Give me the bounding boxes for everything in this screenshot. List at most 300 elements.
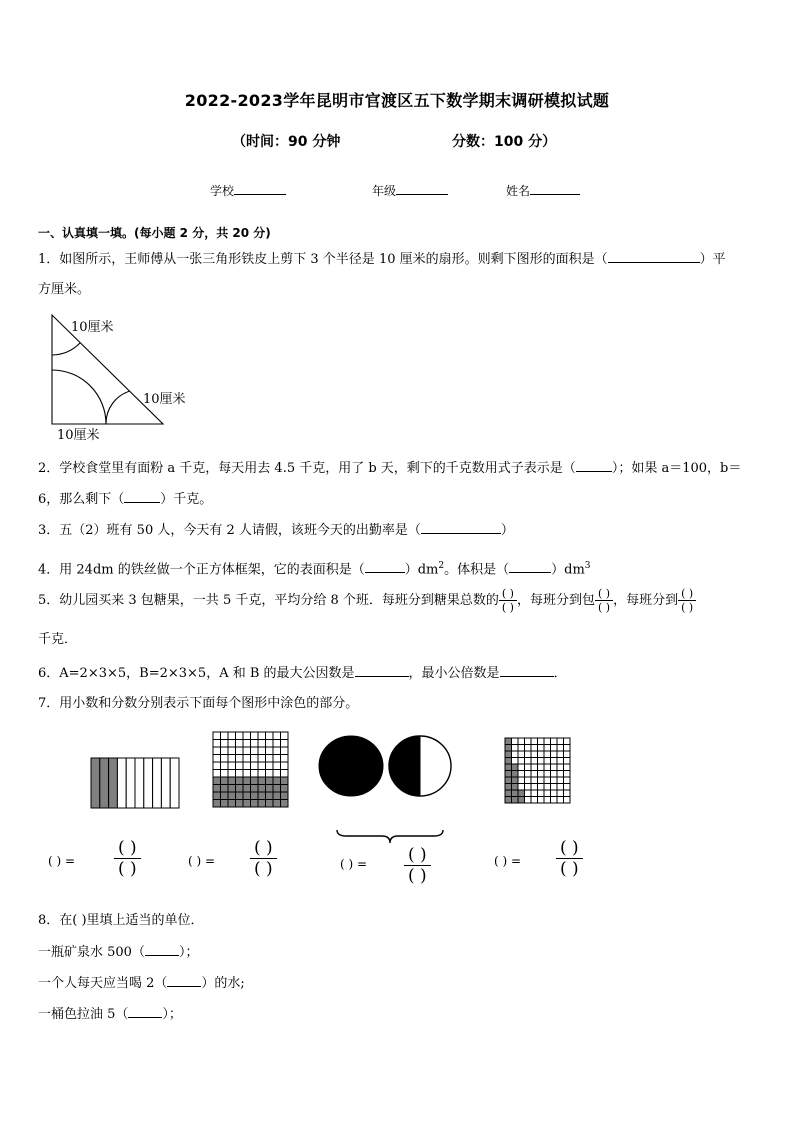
grid-cell (564, 764, 571, 771)
grid-cell (243, 732, 251, 740)
grid-cell (512, 751, 519, 758)
full-circle (319, 736, 383, 796)
grid-cell (551, 745, 558, 752)
exam-score: 分数：100 分） (452, 134, 557, 150)
grid-cell (531, 745, 538, 752)
grid-cell (544, 758, 551, 765)
grid-cell (266, 755, 274, 763)
grid-cell (551, 738, 558, 745)
q7-answer-4[interactable] (494, 854, 521, 868)
grid-cell (512, 745, 519, 752)
grid-cell (281, 800, 289, 808)
grid-cell (551, 784, 558, 791)
grid-cell (281, 777, 289, 785)
grid-cell (544, 751, 551, 758)
grid-cell (273, 740, 281, 748)
grid-cell (518, 745, 525, 752)
grid-cell (544, 784, 551, 791)
grid-cell (505, 771, 512, 778)
grid-cell (221, 732, 229, 740)
grid-cell (243, 740, 251, 748)
question-3 (38, 521, 514, 539)
grid-cell (281, 770, 289, 778)
grid-cell (236, 785, 244, 793)
q4-d: ）dm (551, 562, 585, 578)
q5-b: ，每班分到包 (516, 593, 595, 608)
q4-sup: 2 (438, 561, 445, 571)
strip-cell (117, 758, 126, 808)
grid-cell (273, 777, 281, 785)
grid-cell (557, 797, 564, 804)
grid-cell (251, 747, 259, 755)
grid-cell (525, 738, 532, 745)
q2-line2-end: ）千克。 (160, 492, 213, 507)
grade-blank[interactable] (396, 182, 448, 195)
grid-cell (512, 790, 519, 797)
grid-cell (236, 747, 244, 755)
grid-cell (512, 738, 519, 745)
grid-cell (505, 777, 512, 784)
grid-cell (221, 762, 229, 770)
grid-cell (512, 758, 519, 765)
sector-arc-left (52, 370, 106, 424)
name-field[interactable] (506, 182, 580, 199)
grid-cell (258, 762, 266, 770)
grid-cell (505, 784, 512, 791)
strip-cell (170, 758, 179, 808)
grid-cell (273, 732, 281, 740)
grid-cell (213, 792, 221, 800)
grid-cell (531, 797, 538, 804)
grid-cell (525, 771, 532, 778)
grid-cell (281, 792, 289, 800)
grid-cell (544, 777, 551, 784)
school-field[interactable] (210, 182, 286, 199)
exam-time: （时间：90 分钟 (232, 134, 341, 150)
grid-cell (512, 797, 519, 804)
grid-cell (505, 738, 512, 745)
frac-num: ( ) (556, 838, 583, 859)
grid-cell (266, 762, 274, 770)
q1-text-end: ）平 (699, 252, 726, 267)
grid-cell (518, 777, 525, 784)
grid-cell (531, 784, 538, 791)
question-4 (38, 558, 591, 578)
circle-figure (319, 736, 451, 796)
grid-cell (221, 740, 229, 748)
grid-cell (243, 770, 251, 778)
grid-figure-2 (505, 738, 570, 803)
grade-label: 年级 (372, 184, 397, 198)
grid-cell (525, 790, 532, 797)
grid-cell (243, 792, 251, 800)
q8-item-3 (38, 1005, 182, 1023)
grid-cell (544, 797, 551, 804)
grid-cell (258, 755, 266, 763)
grid-cell (505, 751, 512, 758)
sector-arc-bottom (106, 391, 130, 424)
q5-frac-2[interactable] (595, 587, 613, 614)
q2-text-mid: ）；如果 a＝100，b＝ (611, 461, 742, 476)
q7-answer-3[interactable] (340, 857, 367, 871)
question-5-line2: 千克． (38, 632, 78, 647)
grid-cell (266, 785, 274, 793)
grid-cell (213, 777, 221, 785)
q7-answer-1[interactable] (48, 854, 75, 868)
grid-cell (266, 777, 274, 785)
grid-cell (221, 747, 229, 755)
label-hyp: 10厘米 (143, 392, 186, 407)
grid-cell (236, 732, 244, 740)
label-bottom: 10厘米 (57, 428, 100, 443)
grid-cell (281, 747, 289, 755)
grid-cell (281, 762, 289, 770)
q7-decimal-blank[interactable]: ( ) (48, 854, 62, 868)
grid-cell (228, 740, 236, 748)
grid-cell (531, 764, 538, 771)
name-blank[interactable] (530, 182, 580, 195)
q7-figures (0, 720, 794, 830)
q8-blank-3[interactable] (128, 1005, 162, 1018)
grid-cell (251, 762, 259, 770)
grid-figure-1 (213, 732, 288, 807)
grid-cell (266, 740, 274, 748)
strip-cell (161, 758, 170, 808)
grid-cell (281, 785, 289, 793)
frac-den: ( ) (598, 601, 611, 614)
grid-cell (273, 755, 281, 763)
q7-decimal-blank[interactable]: ( ) (340, 857, 354, 871)
grid-cell (213, 740, 221, 748)
grid-cell (251, 777, 259, 785)
grid-cell (551, 777, 558, 784)
grid-cell (531, 777, 538, 784)
grid-cell (228, 747, 236, 755)
q3-end: ） (500, 523, 514, 538)
grid-cell (512, 771, 519, 778)
grid-cell (258, 747, 266, 755)
grid-cell (525, 764, 532, 771)
grid-cell (551, 797, 558, 804)
q4-blank-2[interactable] (509, 560, 551, 573)
grid-cell (544, 764, 551, 771)
q5-frac-1[interactable] (499, 587, 517, 614)
q4-sup2: 3 (584, 561, 591, 571)
grid-cell (538, 797, 545, 804)
q8-blank-1[interactable] (145, 943, 179, 956)
grid-cell (236, 770, 244, 778)
question-6 (38, 664, 567, 682)
grid-cell (281, 732, 289, 740)
frac-num: ( ) (595, 587, 613, 601)
q8-item-end: ）； (162, 1007, 182, 1022)
grid-cell (213, 755, 221, 763)
grid-cell (512, 777, 519, 784)
grid-cell (221, 770, 229, 778)
grid-cell (273, 785, 281, 793)
q4-a: 4．用 24dm 的铁丝做一个正方体框架，它的表面积是（ (38, 562, 365, 578)
grid-cell (551, 771, 558, 778)
grid-cell (564, 777, 571, 784)
grid-cell (251, 792, 259, 800)
grid-cell (243, 755, 251, 763)
grid-cell (281, 740, 289, 748)
question-5 (38, 587, 696, 614)
grid-cell (538, 784, 545, 791)
grid-cell (525, 758, 532, 765)
grid-cell (236, 792, 244, 800)
grid-cell (213, 770, 221, 778)
q4-b: ）dm (404, 562, 439, 578)
q8-item-1 (38, 943, 198, 961)
grid-cell (531, 738, 538, 745)
grid-cell (258, 785, 266, 793)
q8-item-text: 一桶色拉油 5（ (38, 1007, 129, 1022)
q6-b: ，最小公倍数是 (408, 666, 500, 681)
grid-cell (273, 770, 281, 778)
frac-den: ( ) (408, 866, 427, 886)
q6-a: 6．A=2×3×5，B=2×3×5，A 和 B 的最大公因数是 (38, 666, 355, 681)
grid-cell (236, 800, 244, 808)
grid-cell (221, 777, 229, 785)
grid-cell (266, 770, 274, 778)
q7-frac-1[interactable] (114, 838, 141, 879)
grid-cell (551, 751, 558, 758)
grid-cell (228, 785, 236, 793)
q3-blank[interactable] (421, 521, 501, 534)
grid-cell (557, 784, 564, 791)
grid-cell (251, 732, 259, 740)
grade-field[interactable] (372, 182, 448, 199)
grid-cell (564, 790, 571, 797)
grid-cell (557, 764, 564, 771)
q8-item-end: ）； (178, 945, 199, 960)
grid-cell (258, 792, 266, 800)
frac-den: ( ) (501, 601, 514, 614)
grid-cell (564, 738, 571, 745)
grid-cell (505, 797, 512, 804)
grid-cell (236, 762, 244, 770)
q7-frac-2[interactable] (250, 838, 277, 879)
grid-cell (538, 745, 545, 752)
frac-num: ( ) (250, 838, 277, 859)
q1-blank[interactable] (608, 250, 700, 263)
grid-cell (544, 745, 551, 752)
grid-cell (266, 792, 274, 800)
grid-cell (505, 790, 512, 797)
q5-a: 5．幼儿园买来 3 包糖果，一共 5 千克，平均分给 8 个班．每班分到糖果总数的 (38, 593, 499, 608)
q2-blank-2[interactable] (124, 490, 160, 503)
grid-cell (551, 764, 558, 771)
grid-cell (273, 792, 281, 800)
frac-num: ( ) (404, 845, 431, 866)
grid-cell (273, 800, 281, 808)
section-1-heading: 一、认真填一填。(每小题 2 分，共 20 分) (38, 226, 271, 240)
grid-cell (538, 771, 545, 778)
q7-answer-2[interactable] (188, 854, 215, 868)
q7-frac-4[interactable] (556, 838, 583, 879)
grid-cell (213, 732, 221, 740)
q7-frac-3[interactable] (404, 845, 431, 886)
grid-cell (557, 745, 564, 752)
strip-cell (126, 758, 135, 808)
grid-cell (258, 740, 266, 748)
strip-cell (109, 758, 118, 808)
grid-cell (564, 758, 571, 765)
grid-cell (505, 745, 512, 752)
frac-den: ( ) (681, 601, 694, 614)
grid-cell (281, 755, 289, 763)
grid-cell (258, 770, 266, 778)
q1-text: 1．如图所示，王师傅从一张三角形铁皮上剪下 3 个半径是 10 厘米的扇形。则剩下图形的面积是（ (38, 252, 608, 267)
grid-cell (221, 792, 229, 800)
strip-cell (153, 758, 162, 808)
grid-cell (544, 790, 551, 797)
grid-cell (251, 800, 259, 808)
grid-cell (236, 755, 244, 763)
grid-cell (518, 784, 525, 791)
grid-cell (544, 738, 551, 745)
q8-blank-2[interactable] (167, 974, 201, 987)
q2-line2: 6，那么剩下（ (38, 492, 125, 507)
grid-cell (538, 738, 545, 745)
grid-cell (525, 751, 532, 758)
q4-blank-1[interactable] (365, 560, 405, 573)
q6-blank-2[interactable] (500, 664, 554, 677)
grid-cell (236, 740, 244, 748)
grid-cell (266, 800, 274, 808)
frac-den: ( ) (560, 859, 579, 879)
grid-cell (557, 758, 564, 765)
equals: = (205, 854, 216, 868)
grid-cell (236, 777, 244, 785)
grid-cell (518, 790, 525, 797)
grid-cell (538, 758, 545, 765)
grid-cell (531, 751, 538, 758)
school-blank[interactable] (234, 182, 286, 195)
q8-item-text: 一个人每天应当喝 2（ (38, 976, 168, 991)
sector-arc-top (52, 343, 80, 355)
grid-cell (258, 777, 266, 785)
grid-cell (213, 785, 221, 793)
equals: = (357, 857, 368, 871)
question-7: 7．用小数和分数分别表示下面每个图形中涂色的部分。 (38, 696, 359, 711)
grid-cell (221, 800, 229, 808)
grid-cell (564, 751, 571, 758)
name-label: 姓名 (506, 184, 531, 198)
frac-num: ( ) (678, 587, 696, 601)
frac-den: ( ) (254, 859, 273, 879)
grid-cell (273, 747, 281, 755)
question-1 (38, 250, 726, 268)
grid-cell (228, 792, 236, 800)
grid-cell (505, 758, 512, 765)
grid-cell (221, 785, 229, 793)
grid-cell (557, 777, 564, 784)
grid-cell (525, 777, 532, 784)
grid-cell (266, 747, 274, 755)
equals: = (65, 854, 76, 868)
grid-cell (551, 790, 558, 797)
grid-cell (258, 800, 266, 808)
grid-cell (251, 785, 259, 793)
grid-cell (538, 751, 545, 758)
grid-cell (544, 771, 551, 778)
grid-cell (251, 740, 259, 748)
q8-item-2 (38, 974, 245, 992)
grid-cell (228, 755, 236, 763)
grid-cell (531, 771, 538, 778)
grid-cell (525, 784, 532, 791)
label-top: 10厘米 (71, 320, 114, 335)
grid-cell (518, 764, 525, 771)
grid-cell (538, 790, 545, 797)
question-2 (38, 459, 741, 477)
q4-c: 。体积是（ (444, 562, 510, 578)
q5-c: ，每班分到 (613, 593, 679, 608)
grid-cell (266, 732, 274, 740)
grid-cell (213, 800, 221, 808)
question-8: 8．在( )里填上适当的单位． (38, 913, 204, 928)
grid-cell (564, 797, 571, 804)
q6-blank-1[interactable] (355, 664, 409, 677)
grid-cell (518, 758, 525, 765)
grid-cell (518, 751, 525, 758)
grid-cell (228, 732, 236, 740)
grid-cell (228, 770, 236, 778)
q5-frac-3[interactable] (678, 587, 696, 614)
question-2-line2 (38, 490, 212, 508)
grid-cell (531, 790, 538, 797)
grid-cell (557, 771, 564, 778)
grid-cell (557, 790, 564, 797)
grid-cell (551, 758, 558, 765)
half-circle-shaded (389, 736, 420, 796)
exam-title: 2022-2023学年昆明市官渡区五下数学期末调研模拟试题 (184, 91, 610, 110)
grid-cell (518, 797, 525, 804)
grid-cell (243, 762, 251, 770)
q6-c: ． (553, 666, 567, 681)
strip-cell (100, 758, 109, 808)
q2-blank-1[interactable] (576, 459, 612, 472)
grid-cell (251, 755, 259, 763)
q2-text: 2．学校食堂里有面粉 a 千克，每天用去 4.5 千克，用了 b 天，剩下的千克数用式子表示是（ (38, 461, 576, 476)
grid-cell (243, 800, 251, 808)
grid-cell (564, 784, 571, 791)
strip-cell (144, 758, 153, 808)
q7-decimal-blank[interactable]: ( ) (494, 854, 508, 868)
q7-decimal-blank[interactable]: ( ) (188, 854, 202, 868)
grid-cell (538, 764, 545, 771)
grid-cell (518, 771, 525, 778)
equals: = (511, 854, 522, 868)
q3-text: 3．五（2）班有 50 人，今天有 2 人请假，该班今天的出勤率是（ (38, 523, 421, 538)
grid-cell (273, 762, 281, 770)
grid-cell (213, 762, 221, 770)
grid-cell (243, 785, 251, 793)
grid-cell (557, 738, 564, 745)
triangle-figure (40, 310, 210, 445)
frac-num: ( ) (114, 838, 141, 859)
grid-cell (531, 758, 538, 765)
grid-cell (505, 764, 512, 771)
grid-cell (251, 770, 259, 778)
grid-cell (243, 777, 251, 785)
grid-cell (228, 762, 236, 770)
grid-cell (538, 777, 545, 784)
grid-cell (518, 738, 525, 745)
q8-item-text: 一瓶矿泉水 500（ (38, 945, 145, 960)
